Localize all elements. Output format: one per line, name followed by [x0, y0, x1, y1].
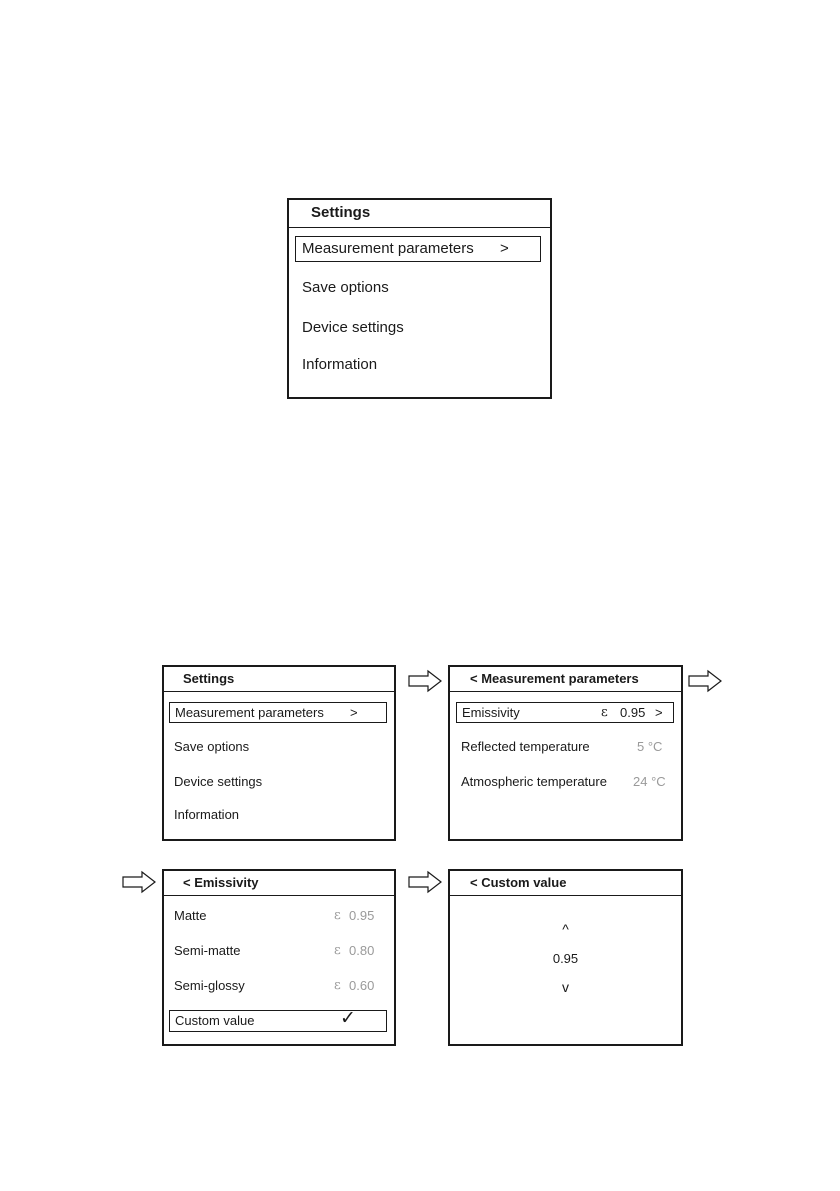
row-atmospheric-temperature[interactable] [461, 774, 673, 789]
menu-item-information[interactable] [302, 356, 377, 373]
menu-item-save-options[interactable] [174, 739, 249, 754]
flow-arrow-icon [688, 670, 722, 692]
increase-arrow-icon[interactable]: ^ [562, 921, 569, 937]
flow-arrow-icon [408, 670, 442, 692]
chevron-right-icon: > [350, 705, 358, 720]
checkmark-icon: ✓ [340, 1008, 356, 1029]
settings-title-bar [164, 667, 394, 692]
menu-item-measurement-parameters[interactable] [295, 236, 541, 262]
emissivity-title-bar[interactable] [164, 871, 394, 896]
page-title: Settings [311, 204, 371, 221]
page-title: < Measurement parameters [470, 671, 639, 686]
settings-screen-large [287, 198, 552, 399]
row-reflected-temperature[interactable] [461, 739, 673, 754]
row-semi-glossy[interactable] [174, 978, 386, 993]
menu-item-label: Information [174, 807, 240, 822]
custom-value-title-bar[interactable] [450, 871, 681, 896]
row-matte[interactable] [174, 908, 386, 923]
row-label: Emissivity [462, 705, 520, 720]
row-label: Custom value [175, 1013, 255, 1028]
page-title: < Custom value [470, 875, 567, 890]
menu-item-label: Save options [174, 739, 250, 754]
row-custom-value[interactable] [169, 1010, 387, 1032]
row-label: Reflected temperature [461, 739, 590, 754]
menu-item-label: Information [302, 356, 378, 373]
page-title: < Emissivity [183, 875, 259, 890]
settings-screen [162, 665, 396, 841]
flow-arrow-icon [408, 871, 442, 893]
menu-item-label: Save options [302, 279, 389, 296]
row-value: 0.80 [349, 943, 375, 958]
row-value: 0.95 [620, 705, 646, 720]
flow-arrow-icon [122, 871, 156, 893]
decrease-arrow-icon[interactable]: v [562, 979, 569, 995]
page-title: Settings [183, 671, 235, 686]
row-label: Semi-glossy [174, 978, 245, 993]
chevron-right-icon: > [500, 240, 509, 257]
row-label: Semi-matte [174, 943, 241, 958]
custom-value-display: 0.95 [552, 951, 579, 966]
epsilon-symbol: ε [334, 943, 341, 958]
row-label: Atmospheric temperature [461, 774, 607, 789]
row-value: 5 °C [637, 739, 663, 754]
row-value: 0.95 [349, 908, 375, 923]
menu-item-label: Device settings [174, 774, 263, 789]
row-value: 0.60 [349, 978, 375, 993]
menu-item-save-options[interactable] [302, 279, 389, 296]
emissivity-screen [162, 869, 396, 1046]
menu-item-device-settings[interactable] [302, 319, 404, 336]
row-emissivity[interactable] [456, 702, 674, 723]
menu-item-information[interactable] [174, 807, 239, 822]
epsilon-symbol: ε [334, 908, 341, 923]
epsilon-symbol: ε [334, 978, 341, 993]
menu-item-measurement-parameters[interactable] [169, 702, 387, 723]
row-semi-matte[interactable] [174, 943, 386, 958]
custom-value-screen [448, 869, 683, 1046]
settings-title-bar [289, 200, 550, 228]
menu-item-device-settings[interactable] [174, 774, 262, 789]
epsilon-symbol: ε [601, 705, 608, 720]
chevron-right-icon: > [655, 705, 663, 720]
menu-item-label: Measurement parameters [302, 240, 474, 257]
row-label: Matte [174, 908, 207, 923]
measurement-parameters-screen [448, 665, 683, 841]
menu-item-label: Measurement parameters [175, 705, 324, 720]
measurement-parameters-title-bar[interactable] [450, 667, 681, 692]
row-value: 24 °C [633, 774, 666, 789]
menu-item-label: Device settings [302, 319, 404, 336]
